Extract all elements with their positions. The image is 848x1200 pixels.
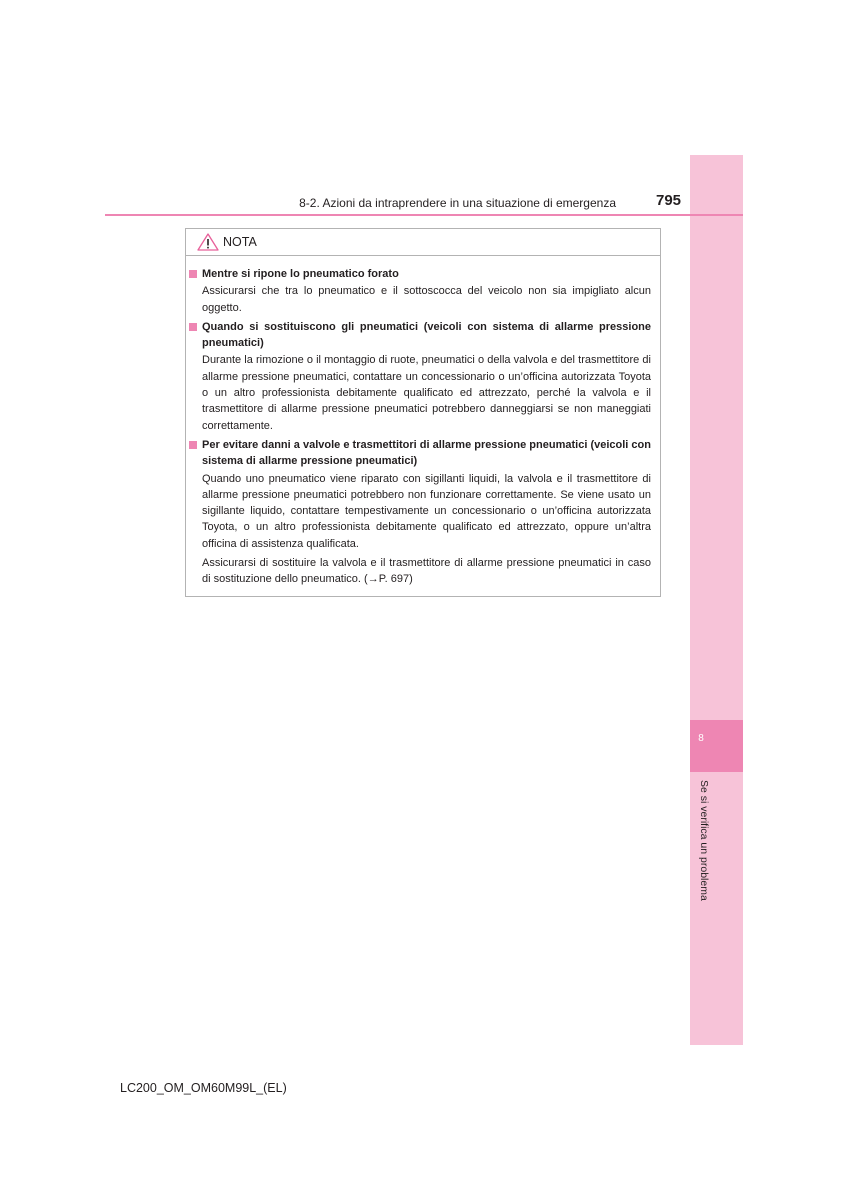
note-item-heading-text: Quando si sostituiscono gli pneumatici (veicoli con sistema di allarme pressione pneumatici) [202,320,651,350]
note-item-heading [189,319,651,352]
note-item-paragraph: Assicurarsi di sostituire la valvola e il trasmettitore di allarme pressione pneumatici in caso di sostituzione dello pneumatico. (→P. 697) [202,557,651,586]
bullet-square-icon [189,441,197,449]
note-item-paragraph: Durante la rimozione o il montaggio di ruote, pneumatici o della valvola e del trasmettitore di allarme pressione pneumatici, contattare un concessionario o un’officina autorizzata Toyota o un altro professionista debitamente qualificato ed attrezzato, perché la valvola e il trasmettitore di allarme pressione pneumatici potrebbero danneggiarsi se non maneggiati correttamente. [202,354,651,432]
note-item-paragraph: Quando uno pneumatico viene riparato con sigillanti liquidi, la valvola e il trasmettitore di allarme pressione pneumatici potrebbero non funzionare correttamente. Se viene usato un sigillante liquido, contattare tempestivamente un concessionario o un’officina autorizzata Toyota, o un altro professionista debitamente qualificato ed attrezzato, oppure un’altra officina di assistenza qualificata. [202,472,651,550]
header-divider [105,214,743,216]
note-item-heading [189,266,651,282]
note-box [185,228,661,597]
note-item-paragraph: Assicurarsi che tra lo pneumatico e il sottoscocca del veicolo non sia impigliato alcun oggetto. [202,285,651,314]
chapter-side-tab [690,155,743,1045]
note-title: NOTA [223,235,257,249]
chapter-label: Se si verifica un problema [698,780,710,901]
document-code: LC200_OM_OM60M99L_(EL) [120,1081,287,1095]
warning-triangle-icon [197,233,219,251]
note-item [189,437,651,588]
note-item [189,319,651,434]
note-item-heading-text: Mentre si ripone lo pneumatico forato [202,268,399,280]
bullet-square-icon [189,270,197,278]
note-body [186,256,660,588]
chapter-number: 8 [698,733,704,744]
section-title: 8-2. Azioni da intraprendere in una situazione di emergenza [299,196,616,210]
note-item-heading [189,437,651,470]
note-item-heading-text: Per evitare danni a valvole e trasmettitori di allarme pressione pneumatici (veicoli con sistema di allarme pressione pneumatici) [202,438,651,468]
note-header [186,229,660,256]
page-number: 795 [656,192,682,209]
note-item [189,266,651,316]
chapter-tab-active-marker[interactable] [690,720,743,772]
bullet-square-icon [189,323,197,331]
